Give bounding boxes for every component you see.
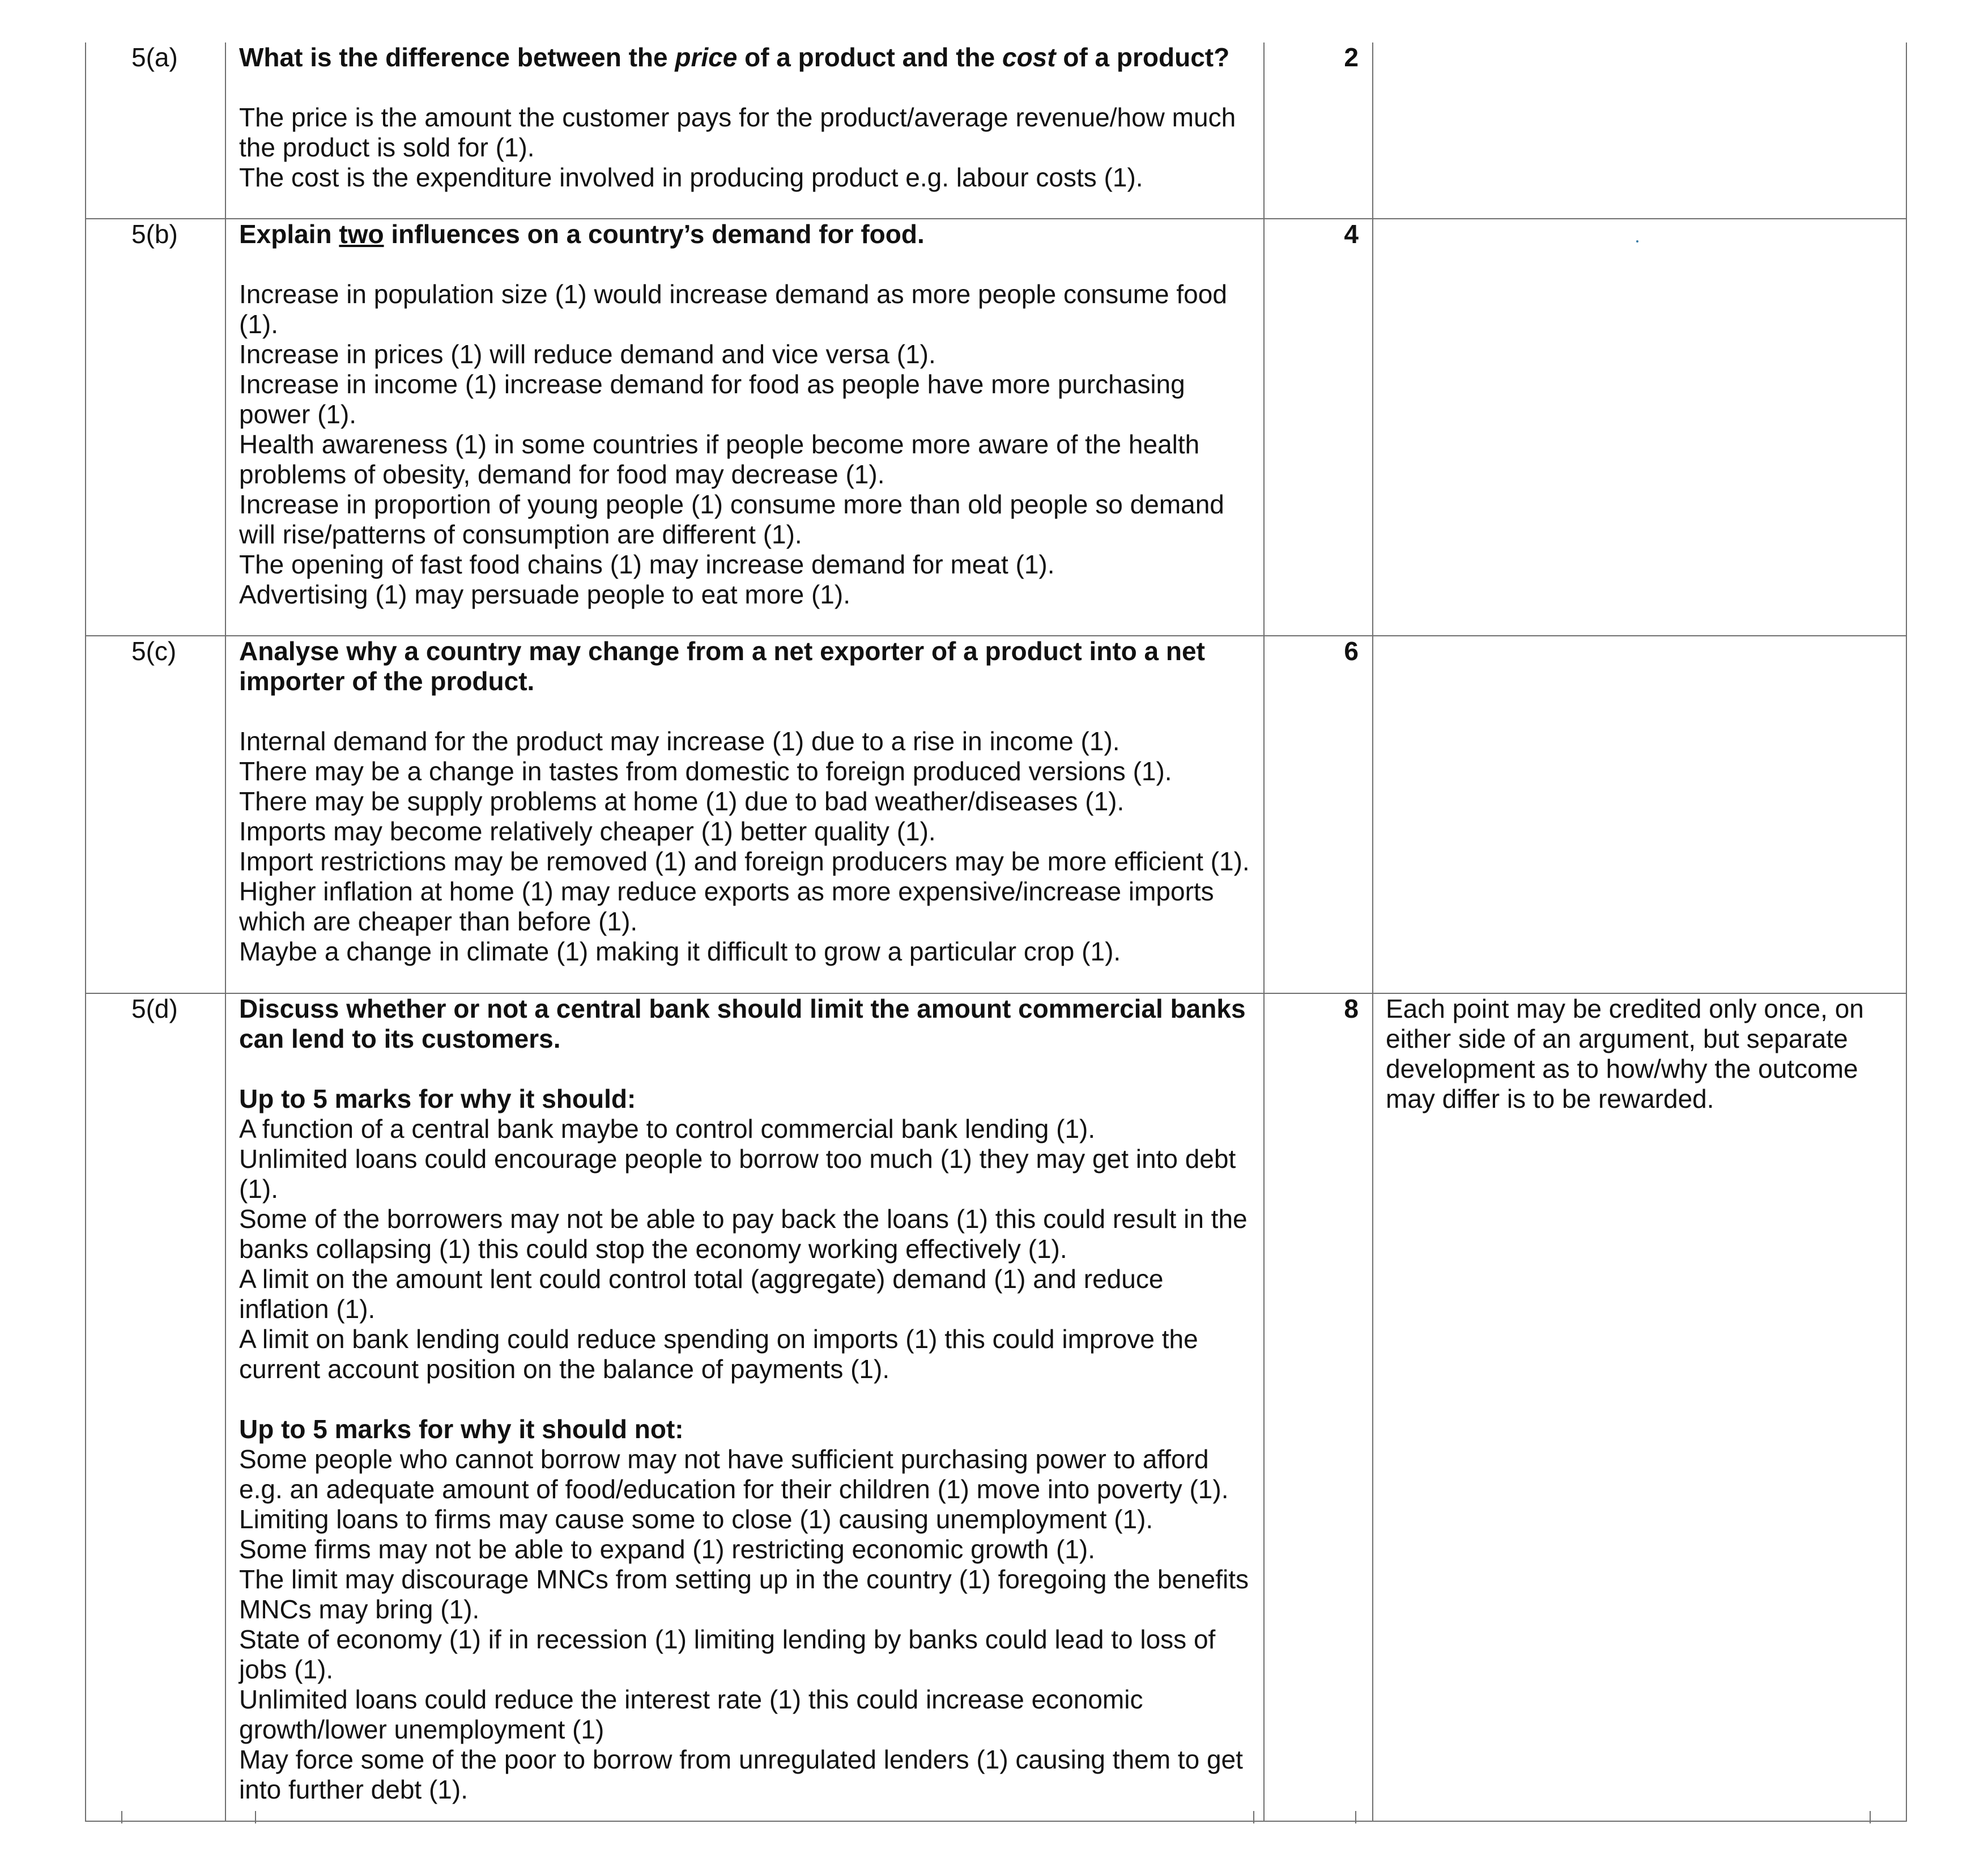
table-footer-tick (121, 1811, 122, 1823)
mark-scheme-table (85, 42, 1907, 1822)
answer-line: Advertising (1) may persuade people to eat more (1). (239, 580, 850, 609)
marks-value: 8 (1344, 994, 1359, 1023)
question-text: Analyse why a country may change from a net exporter of a product into a net (239, 636, 1205, 666)
answer-line: Maybe a change in climate (1) making it difficult to grow a particular crop (1). (239, 937, 1121, 966)
answer-line: (1). (239, 1174, 278, 1204)
answer-line: A limit on bank lending could reduce spending on imports (1) this could improve the (239, 1324, 1198, 1354)
table-footer-tick (1355, 1811, 1356, 1823)
guidance-line: may differ is to be rewarded. (1386, 1084, 1714, 1113)
answer-line: The opening of fast food chains (1) may increase demand for meat (1). (239, 550, 1055, 579)
answer-line: Limiting loans to firms may cause some to close (1) causing unemployment (1). (239, 1504, 1153, 1534)
answer-line: The limit may discourage MNCs from setting up in the country (1) foregoing the benefits (239, 1565, 1249, 1594)
marks-value: 4 (1344, 219, 1359, 249)
answer-line: Health awareness (1) in some countries if people become more aware of the health (239, 430, 1200, 459)
answer-line: (1). (239, 309, 278, 339)
answer-line: current account position on the balance of payments (1). (239, 1354, 890, 1384)
answer-line: inflation (1). (239, 1294, 376, 1324)
answer-line: The cost is the expenditure involved in producing product e.g. labour costs (1). (239, 163, 1143, 192)
answer-line: e.g. an adequate amount of food/education for their children (1) move into poverty (1). (239, 1474, 1229, 1504)
question-row-5b (86, 219, 1906, 636)
section-heading: Up to 5 marks for why it should: (239, 1084, 636, 1113)
question-row-5d (86, 993, 1906, 1821)
answer-line: Imports may become relatively cheaper (1) better quality (1). (239, 817, 936, 846)
answer-line: Some people who cannot borrow may not have sufficient purchasing power to afford (239, 1444, 1209, 1474)
marks-value: 6 (1344, 636, 1359, 666)
answer-line: growth/lower unemployment (1) (239, 1715, 605, 1744)
answer-line: State of economy (1) if in recession (1) limiting lending by banks could lead to loss of (239, 1625, 1216, 1654)
answer-line: will rise/patterns of consumption are different (1). (239, 520, 802, 549)
section-heading: Up to 5 marks for why it should not: (239, 1414, 684, 1444)
answer-line: A limit on the amount lent could control total (aggregate) demand (1) and reduce (239, 1264, 1164, 1294)
guidance-line: either side of an argument, but separate (1386, 1024, 1848, 1053)
answer-line: May force some of the poor to borrow from unregulated lenders (1) causing them to get (239, 1745, 1243, 1774)
answer-line: Some of the borrowers may not be able to pay back the loans (1) this could result in the (239, 1204, 1248, 1234)
answer-line: the product is sold for (1). (239, 133, 535, 162)
table-footer-tick (1870, 1811, 1871, 1823)
question-text: importer of the product. (239, 666, 535, 696)
answer-line: Higher inflation at home (1) may reduce exports as more expensive/increase imports (239, 877, 1214, 906)
answer-line: MNCs may bring (1). (239, 1595, 480, 1624)
question-number: 5(a) (131, 42, 178, 72)
answer-line: Increase in income (1) increase demand for food as people have more purchasing (239, 369, 1185, 399)
answer-line: which are cheaper than before (1). (239, 907, 638, 936)
question-number: 5(b) (131, 219, 178, 249)
guidance-text (1373, 994, 1906, 1114)
answer-line: power (1). (239, 399, 357, 429)
question-text: Explain two influences on a country’s demand for food. (239, 219, 925, 249)
answer-line: A function of a central bank maybe to control commercial bank lending (1). (239, 1114, 1096, 1143)
question-text: What is the difference between the price of a product and the cost of a product? (239, 42, 1230, 72)
question-row-5c (86, 636, 1906, 993)
answer-line: Unlimited loans could reduce the interest rate (1) this could increase economic (239, 1685, 1143, 1714)
table-footer-tick (255, 1811, 256, 1823)
answer-line: Internal demand for the product may increase (1) due to a rise in income (1). (239, 726, 1120, 756)
question-row-5a (86, 42, 1906, 219)
marks-value: 2 (1344, 42, 1359, 72)
answer-line: Unlimited loans could encourage people to borrow too much (1) they may get into debt (239, 1144, 1236, 1174)
answer-line: Increase in population size (1) would increase demand as more people consume food (239, 279, 1227, 309)
answer-line: There may be supply problems at home (1) due to bad weather/diseases (1). (239, 787, 1125, 816)
guidance-line: development as to how/why the outcome (1386, 1054, 1858, 1083)
question-number: 5(c) (131, 636, 177, 666)
answer-line: banks collapsing (1) this could stop the economy working effectively (1). (239, 1234, 1067, 1264)
stray-mark (1636, 240, 1638, 243)
question-text: can lend to its customers. (239, 1024, 561, 1053)
answer-line: Some firms may not be able to expand (1) restricting economic growth (1). (239, 1534, 1095, 1564)
table-footer-tick (1253, 1811, 1254, 1823)
answer-line: Increase in proportion of young people (1) consume more than old people so demand (239, 490, 1224, 519)
answer-line: Import restrictions may be removed (1) and foreign producers may be more efficient (1). (239, 847, 1250, 876)
answer-line: jobs (1). (239, 1655, 334, 1684)
guidance-line: Each point may be credited only once, on (1386, 994, 1864, 1023)
answer-line: problems of obesity, demand for food may decrease (1). (239, 460, 885, 489)
question-number: 5(d) (131, 994, 178, 1023)
question-text: Discuss whether or not a central bank should limit the amount commercial banks (239, 994, 1246, 1023)
answer-line: Increase in prices (1) will reduce demand and vice versa (1). (239, 339, 936, 369)
answer-line: The price is the amount the customer pays for the product/average revenue/how much (239, 103, 1236, 132)
answer-line: into further debt (1). (239, 1775, 468, 1804)
answer-line: There may be a change in tastes from domestic to foreign produced versions (1). (239, 756, 1172, 786)
